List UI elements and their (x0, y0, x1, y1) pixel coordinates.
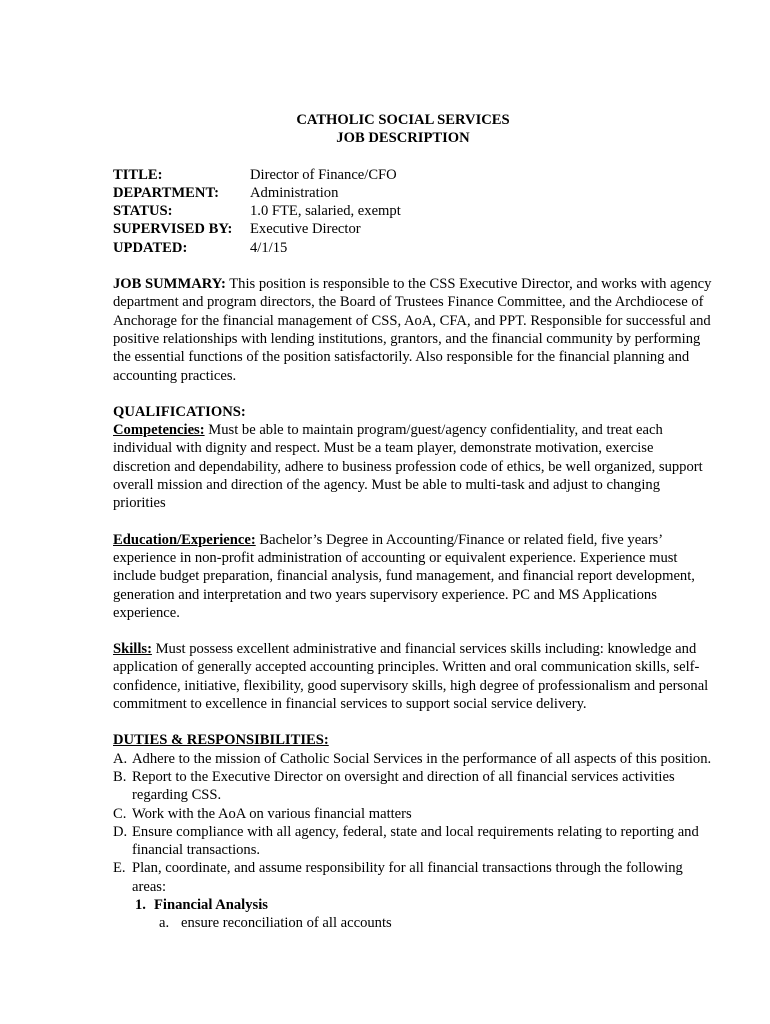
field-label: UPDATED: (113, 239, 188, 256)
competencies (113, 421, 713, 512)
list-marker: D. (113, 823, 128, 840)
list-item (113, 750, 713, 768)
education-experience (113, 531, 713, 622)
education-text: Bachelor’s Degree in Accounting/Finance or related field, five years’ experience in non-profit administration of accounting or equivalent experience. Experience must include budget preparation, financial analysis, fund management, and financial report development, generation and interpretation and two years supervisory experience. PC and MS Applications experience. (113, 531, 695, 621)
sub-item-marker: a. (159, 915, 170, 932)
skills-label: Skills: (113, 641, 152, 658)
education-label: Education/Experience: (113, 531, 256, 548)
qualifications-heading: QUALIFICATIONS: (113, 403, 246, 420)
list-item-text: Adhere to the mission of Catholic Social Services in the performance of all aspects of this position. (132, 750, 712, 767)
list-item-text: Work with the AoA on various financial matters (132, 805, 412, 822)
sub-heading-financial-analysis (113, 896, 713, 914)
list-marker: A. (113, 750, 128, 767)
job-info-table (113, 166, 401, 257)
field-value: 1.0 FTE, salaried, exempt (250, 203, 401, 220)
field-value: Director of Finance/CFO (250, 166, 397, 183)
list-item (113, 768, 713, 805)
sub-item-text: ensure reconciliation of all accounts (181, 915, 392, 932)
field-value: Administration (250, 184, 339, 201)
list-item-text: Ensure compliance with all agency, federal, state and local requirements relating to reporting and financial transactions. (132, 823, 699, 859)
job-summary (113, 275, 713, 385)
skills-text: Must possess excellent administrative and financial services skills including: knowledge and application of generally accepted accounting principles. Written and oral communication skills, self-confidence, initiative, flexibility, good supervisory skills, high degree of professionalism and personal commitment to excellence in financial services to support social service delivery. (113, 641, 709, 713)
skills (113, 640, 713, 713)
field-row-supervised-by (113, 220, 401, 238)
field-label: TITLE: (113, 166, 163, 183)
field-label: DEPARTMENT: (113, 184, 219, 201)
sub-heading-marker: 1. (135, 896, 146, 913)
field-label: STATUS: (113, 203, 173, 220)
list-item (113, 805, 713, 823)
competencies-text: Must be able to maintain program/guest/agency confidentiality, and treat each individual with dignity and respect. Must be a team player, demonstrate motivation, exercise discretion and dependability, adhere to business profession code of ethics, be well organized, support overall mission and direction of the agency. Must be able to multi-task and adjust to changing priorities (113, 422, 703, 512)
field-row-department (113, 184, 401, 202)
document-body (113, 111, 713, 933)
sub-heading-text: Financial Analysis (154, 896, 268, 913)
list-item (113, 823, 713, 860)
document-title (103, 111, 703, 148)
list-marker: E. (113, 860, 126, 877)
list-item-text: Plan, coordinate, and assume responsibility for all financial transactions through the following areas: (132, 860, 683, 895)
org-name: CATHOLIC SOCIAL SERVICES (296, 112, 510, 128)
list-item-text: Report to the Executive Director on oversight and direction of all financial services activities regarding CSS. (132, 768, 675, 804)
duties-list (113, 750, 713, 896)
doc-type: JOB DESCRIPTION (336, 130, 470, 147)
field-value: Executive Director (250, 221, 361, 238)
job-summary-text: This position is responsible to the CSS Executive Director, and works with agency department and program directors, the Board of Trustees Finance Committee, and the Archdiocese of Anchorage for the financial management of CSS, AoA, CFA, and PPT. Responsible for successful and positive relationships with lending institutions, grantors, and the financial community by performing the essential functions of the position satisfactorily. Also responsible for the financial planning and accounting practices. (113, 276, 712, 384)
field-row-title (113, 166, 401, 184)
field-row-status (113, 202, 401, 220)
list-marker: C. (113, 805, 127, 822)
list-item (113, 859, 713, 896)
field-label: SUPERVISED BY: (113, 221, 233, 238)
duties-heading: DUTIES & RESPONSIBILITIES: (113, 732, 329, 749)
sub-item (113, 914, 713, 932)
field-value: 4/1/15 (250, 239, 288, 256)
job-summary-label: JOB SUMMARY: (113, 276, 226, 293)
competencies-label: Competencies: (113, 422, 205, 439)
list-marker: B. (113, 768, 127, 785)
field-row-updated (113, 239, 401, 257)
